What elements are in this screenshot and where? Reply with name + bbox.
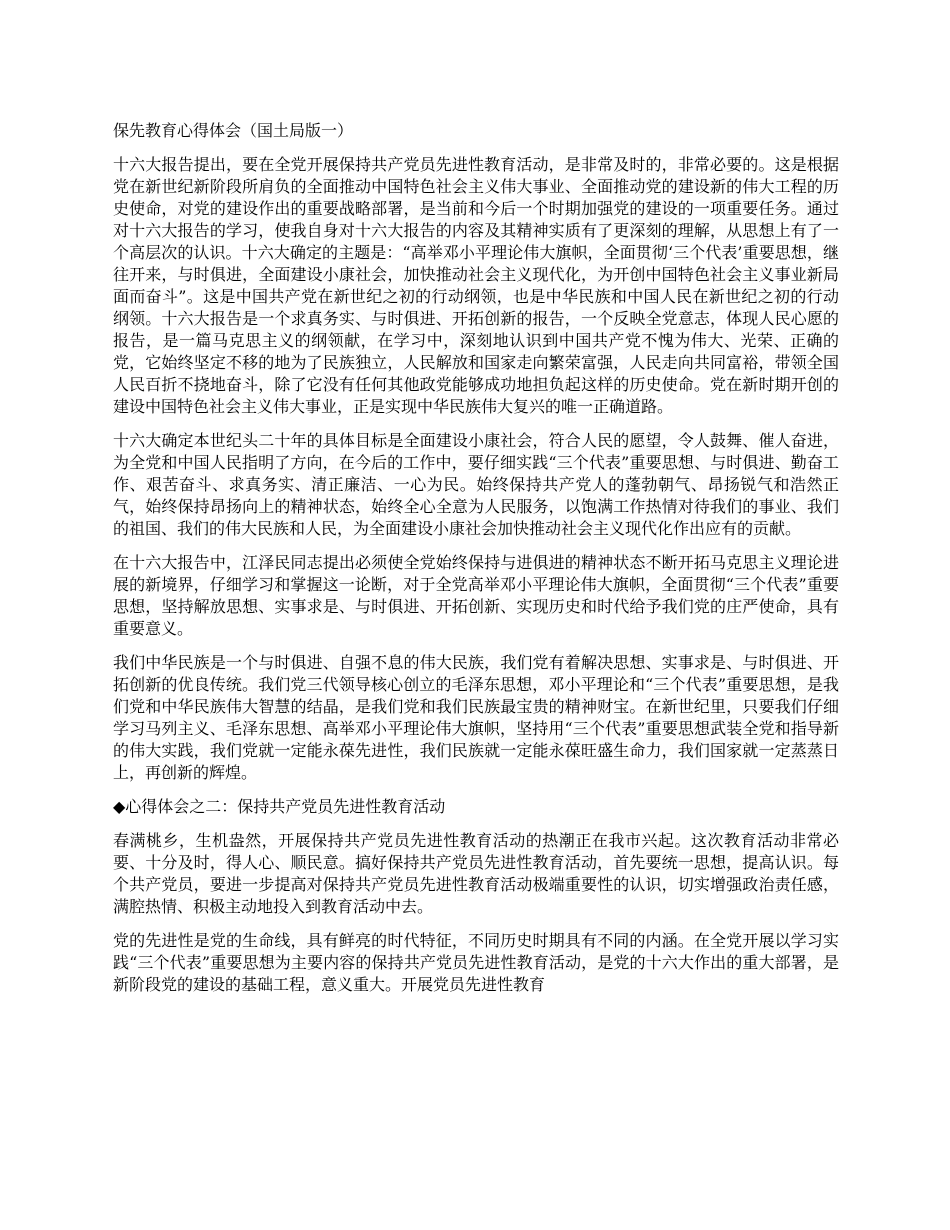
section-heading: ◆心得体会之二：保持共产党员先进性教育活动 (113, 797, 446, 816)
paragraph-3: 在十六大报告中，江泽民同志提出必须使全党始终保持与进俱进的精神状态不断开拓马克思主义理论进展的新境界，仔细学习和掌握这一论断，对于全党高举邓小平理论伟大旗帜，全面贯彻“三个代表”重要思想，坚持解放思想、实事求是、与时俱进、开拓创新、实现历史和时代给予我们党的庄严使命，具有重要意义。 (113, 553, 839, 638)
paragraph-4: 我们中华民族是一个与时俱进、自强不息的伟大民族，我们党有着解决思想、实事求是、与时俱进、开拓创新的优良传统。我们党三代领导核心创立的毛泽东思想，邓小平理论和“三个代表”重要思想，是我们党和中华民族伟大智慧的结晶，是我们党和我们民族最宝贵的精神财宝。在新世纪里，只要我们仔细学习马列主义、毛泽东思想、高举邓小平理论伟大旗帜，坚持用“三个代表”重要思想武装全党和指导新的伟大实践，我们党就一定能永葆先进性，我们民族就一定能永葆旺盛生命力，我们国家就一定蒸蒸日上，再创新的辉煌。 (113, 653, 839, 782)
paragraph-6: 党的先进性是党的生命线，具有鲜亮的时代特征，不同历史时期具有不同的内涵。在全党开展以学习实践“三个代表”重要思想为主要内容的保持共产党员先进性教育活动，是党的十六大作出的重大部署，是新阶段党的建设的基础工程，意义重大。开展党员先进性教育 (113, 931, 839, 994)
document-title: 保先教育心得体会（国土局版一） (113, 121, 354, 140)
document-page (113, 120, 839, 1008)
paragraph-2: 十六大确定本世纪头二十年的具体目标是全面建设小康社会，符合人民的愿望，令人鼓舞、催人奋进，为全党和中国人民指明了方向，在今后的工作中，要仔细实践“三个代表”重要思想、与时俱进、勤奋工作、艰苦奋斗、求真务实、清正廉洁、一心为民。始终保持共产党人的蓬勃朝气、昂扬锐气和浩然正气，始终保持昂扬向上的精神状态，始终全心全意为人民服务，以饱满工作热情对待我们的事业、我们的祖国、我们的伟大民族和人民，为全面建设小康社会加快推动社会主义现代化作出应有的贡献。 (113, 431, 839, 538)
paragraph-1: 十六大报告提出，要在全党开展保持共产党员先进性教育活动，是非常及时的，非常必要的。这是根据党在新世纪新阶段所肩负的全面推动中国特色社会主义伟大事业、全面推动党的建设新的伟大工程的历史使命，对党的建设作出的重要战略部署，是当前和今后一个时期加强党的建设的一项重要任务。通过对十六大报告的学习，使我自身对十六大报告的内容及其精神实质有了更深刻的理解，从思想上有了一个高层次的认识。十六大确定的主题是：“高举邓小平理论伟大旗帜，全面贯彻‘三个代表’重要思想，继往开来，与时俱进，全面建设小康社会，加快推动社会主义现代化，为开创中国特色社会主义事业新局面而奋斗”。这是中国共产党在新世纪之初的行动纲领，也是中华民族和中国人民在新世纪之初的行动纲领。十六大报告是一个求真务实、与时俱进、开拓创新的报告，一个反映全党意志，体现人民心愿的报告，是一篇马克思主义的纲领献，在学习中，深刻地认识到中国共产党不愧为伟大、光荣、正确的党，它始终坚定不移的地为了民族独立，人民解放和国家走向繁荣富强，人民走向共同富裕，带领全国人民百折不挠地奋斗，除了它没有任何其他政党能够成功地担负起这样的历史使命。党在新时期开创的建设中国特色社会主义伟大事业，正是实现中华民族伟大复兴的唯一正确道路。 (113, 155, 839, 416)
paragraph-5: 春满桃乡，生机盎然，开展保持共产党员先进性教育活动的热潮正在我市兴起。这次教育活动非常必要、十分及时，得人心、顺民意。搞好保持共产党员先进性教育活动，首先要统一思想，提高认识。每个共产党员，要进一步提高对保持共产党员先进性教育活动极端重要性的认识，切实增强政治责任感，满腔热情、积极主动地投入到教育活动中去。 (113, 831, 839, 916)
